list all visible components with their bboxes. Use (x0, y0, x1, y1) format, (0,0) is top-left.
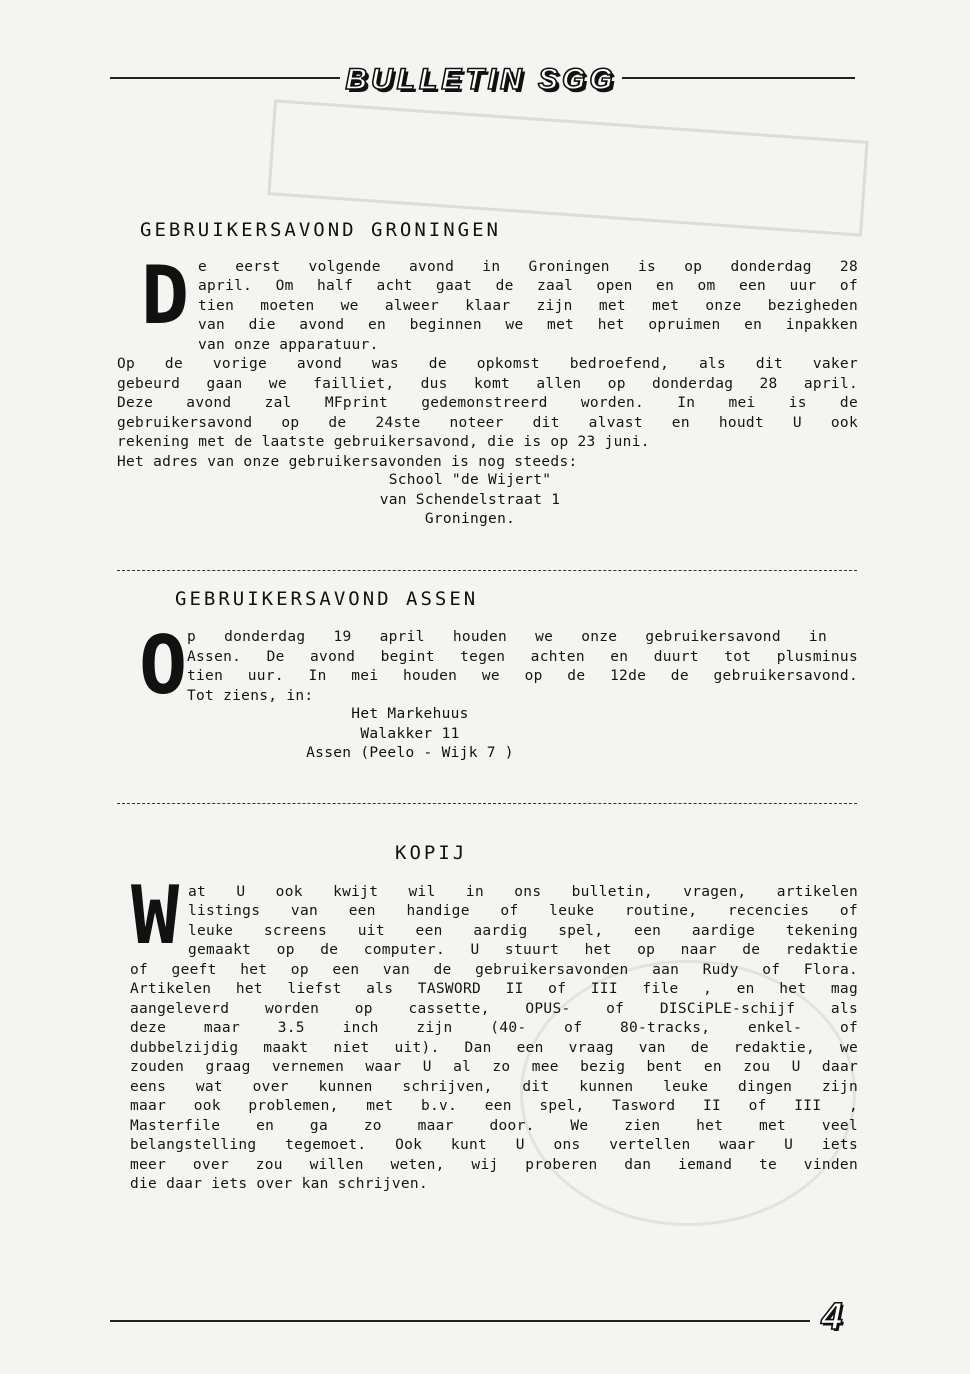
text-line: at U ook kwijt wil in ons bulletin, vragen, artikelen (188, 884, 858, 900)
text-line: van onze apparatuur. (198, 337, 379, 353)
text-line: gebruikersavond op de 24ste noteer dit alvast en houdt U ook (117, 415, 858, 431)
section-divider (117, 803, 857, 804)
text-line: rekening met de laatste gebruikersavond, die is op 23 juni. (117, 434, 650, 450)
text-line: eens wat over kunnen schrijven, dit kunnen leuke dingen zijn (130, 1079, 858, 1095)
text-line: Assen. De avond begint tegen achten en duurt tot plusminus (187, 649, 858, 665)
heading-assen: GEBRUIKERSAVOND ASSEN (175, 588, 479, 610)
text-line: Deze avond zal MFprint gedemonstreerd worden. In mei is de (117, 395, 858, 411)
address-line: Groningen. (424, 511, 516, 527)
text-line: maar ook problemen, met b.v. een spel, Tasword II of III , (130, 1098, 858, 1114)
text-line: leuke screens uit een aardig spel, een aardige tekening (188, 923, 858, 939)
bulletin-banner (340, 58, 622, 102)
bleed-through-frame (267, 99, 868, 236)
text-line: april. Om half acht gaat de zaal open en om een uur of (198, 278, 858, 294)
heading-groningen: GEBRUIKERSAVOND GRONINGEN (140, 219, 501, 241)
text-line: p donderdag 19 april houden we onze gebruikersavond in (187, 629, 827, 645)
text-line: tien moeten we alweer klaar zijn met met onze bezigheden (198, 298, 858, 314)
drop-cap-d: D (141, 249, 190, 342)
text-line: van die avond en beginnen we met het opruimen en inpakken (198, 317, 858, 333)
text-line: gemaakt op de computer. U stuurt het op naar de redaktie (188, 942, 858, 958)
footer-rule (110, 1320, 810, 1322)
bulletin-title: BULLETIN SGG (345, 63, 617, 96)
drop-cap-w: W (131, 869, 180, 962)
drop-cap-o: O (139, 619, 188, 712)
text-line: die daar iets over kan schrijven. (130, 1176, 428, 1192)
text-line: of geeft het op een van de gebruikersavonden aan Rudy of Flora. (130, 962, 858, 978)
text-line: Het adres van onze gebruikersavonden is nog steeds: (117, 454, 578, 470)
text-line: Op de vorige avond was de opkomst bedroefend, als dit vaker (117, 356, 858, 372)
text-line: gebeurd gaan we failliet, dus komt allen op donderdag 28 april. (117, 376, 858, 392)
address-line: Het Markehuus (351, 706, 469, 722)
text-line: deze maar 3.5 inch zijn (40- of 80-tracks, enkel- of (130, 1020, 858, 1036)
text-line: zouden graag vernemen waar U al zo mee bezig bent en zou U daar (130, 1059, 858, 1075)
text-line: meer over zou willen weten, wij proberen dan iemand te vinden (130, 1157, 858, 1173)
text-line: Masterfile en ga zo maar door. We zien het met veel (130, 1118, 858, 1134)
text-line: belangstelling tegemoet. Ook kunt U ons vertellen waar U iets (130, 1137, 858, 1153)
text-line: listings van een handige of leuke routine, recencies of (188, 903, 858, 919)
text-line: dubbelzijdig maakt niet uit). Dan een vraag van de redaktie, we (130, 1040, 858, 1056)
text-line: e eerst volgende avond in Groningen is op donderdag 28 (198, 259, 858, 275)
text-line: Tot ziens, in: (187, 688, 314, 704)
section-divider (117, 570, 857, 571)
text-line: tien uur. In mei houden we op de 12de de gebruikersavond. (187, 668, 858, 684)
address-line: Walakker 11 (360, 726, 460, 742)
text-line: aangeleverd worden op cassette, OPUS- of DISCiPLE-schijf als (130, 1001, 858, 1017)
text-line: Artikelen het liefst als TASWORD II of III file , en het mag (130, 981, 858, 997)
heading-kopij: KOPIJ (395, 842, 468, 864)
address-line: van Schendelstraat 1 (379, 492, 561, 508)
address-line: School "de Wijert" (388, 472, 552, 488)
address-line: Assen (Peelo - Wijk 7 ) (306, 745, 514, 761)
page-number: 4 (821, 1296, 843, 1338)
